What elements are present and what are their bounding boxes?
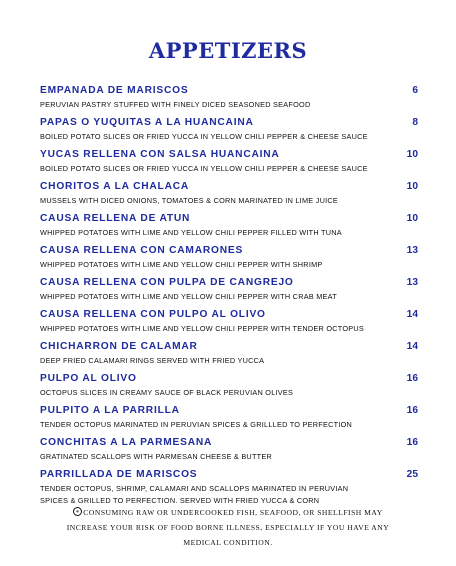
menu-item-name: CAUSA RELLENA CON CAMARONES xyxy=(40,245,244,256)
menu-item xyxy=(40,372,418,399)
menu-item xyxy=(40,116,418,143)
appetizer-menu xyxy=(40,84,418,512)
menu-item xyxy=(40,148,418,175)
food-safety-disclaimer xyxy=(60,505,396,550)
menu-item-description: OCTOPUS SLICES IN CREAMY SAUCE OF BLACK PERUVIAN OLIVES xyxy=(40,388,294,397)
menu-item-description: WHIPPED POTATOES WITH LIME AND YELLOW CHILI PEPPER WITH SHRIMP xyxy=(40,260,323,269)
menu-item-price: 8 xyxy=(412,117,418,128)
menu-item-price: 14 xyxy=(406,309,418,320)
menu-item-name: CAUSA RELLENA CON PULPO AL OLIVO xyxy=(40,309,266,320)
menu-item-price: 13 xyxy=(406,245,418,256)
menu-item xyxy=(40,404,418,431)
menu-item xyxy=(40,244,418,271)
menu-item xyxy=(40,212,418,239)
menu-item xyxy=(40,468,418,507)
menu-item-name: CAUSA RELLENA CON PULPA DE CANGREJO xyxy=(40,277,294,288)
menu-item-name: PARRILLADA DE MARISCOS xyxy=(40,469,198,480)
menu-item-description: MUSSELS WITH DICED ONIONS, TOMATOES & CORN MARINATED IN LIME JUICE xyxy=(40,196,339,205)
menu-item xyxy=(40,436,418,463)
menu-item xyxy=(40,180,418,207)
menu-item xyxy=(40,84,418,111)
menu-item-description: TENDER OCTOPUS MARINATED IN PERUVIAN SPICES & GRILLLED TO PERFECTION xyxy=(40,420,353,429)
menu-item-description: BOILED POTATO SLICES OR FRIED YUCCA IN YELLOW CHILI PEPPER & CHEESE SAUCE xyxy=(40,132,368,141)
menu-item xyxy=(40,340,418,367)
menu-item-name: PULPO AL OLIVO xyxy=(40,373,137,384)
menu-item-price: 10 xyxy=(406,213,418,224)
menu-item-name: PULPITO A LA PARRILLA xyxy=(40,405,180,416)
menu-item-description: BOILED POTATO SLICES OR FRIED YUCCA IN YELLOW CHILI PEPPER & CHEESE SAUCE xyxy=(40,164,368,173)
menu-item-name: CAUSA RELLENA DE ATUN xyxy=(40,213,191,224)
menu-item-price: 10 xyxy=(406,149,418,160)
menu-item-price: 13 xyxy=(406,277,418,288)
menu-item-name: PAPAS O YUQUITAS A LA HUANCAINA xyxy=(40,117,254,128)
disclaimer-text: CONSUMING RAW OR UNDERCOOKED FISH, SEAFOOD, OR SHELLFISH MAY INCREASE YOUR RISK OF FOOD BORNE ILLNESS, ESPECIALLY IF YOU HAVE ANY MEDICAL CONDITION. xyxy=(66,508,390,547)
menu-item-description: PERUVIAN PASTRY STUFFED WITH FINELY DICED SEASONED SEAFOOD xyxy=(40,100,311,109)
menu-item-name: CHICHARRON DE CALAMAR xyxy=(40,341,198,352)
menu-item xyxy=(40,308,418,335)
menu-item-description: GRATINATED SCALLOPS WITH PARMESAN CHEESE & BUTTER xyxy=(40,452,273,461)
menu-item-description: WHIPPED POTATOES WITH LIME AND YELLOW CHILI PEPPER WITH TENDER OCTOPUS xyxy=(40,324,365,333)
menu-item-price: 6 xyxy=(412,85,418,96)
asterisk-icon: * xyxy=(73,507,82,516)
menu-item-description: WHIPPED POTATOES WITH LIME AND YELLOW CHILI PEPPER FILLED WITH TUNA xyxy=(40,228,342,237)
menu-item-description: WHIPPED POTATOES WITH LIME AND YELLOW CHILI PEPPER WITH CRAB MEAT xyxy=(40,292,337,301)
menu-item-name: YUCAS RELLENA CON SALSA HUANCAINA xyxy=(40,149,280,160)
menu-item-description: TENDER OCTOPUS, SHRIMP, CALAMARI AND SCALLOPS MARINATED IN PERUVIAN SPICES & GRILLED TO PERFECTION. SERVED WITH FRIED YUCCA & CORN xyxy=(40,484,349,505)
page-title: APPETIZERS xyxy=(148,38,308,63)
menu-item-price: 16 xyxy=(406,437,418,448)
menu-item-price: 14 xyxy=(406,341,418,352)
menu-item-price: 16 xyxy=(406,405,418,416)
menu-item-price: 16 xyxy=(406,373,418,384)
menu-item-price: 25 xyxy=(406,469,418,480)
menu-item-description: DEEP FRIED CALAMARI RINGS SERVED WITH FRIED YUCCA xyxy=(40,356,265,365)
menu-item-name: CHORITOS A LA CHALACA xyxy=(40,181,190,192)
menu-item-price: 10 xyxy=(406,181,418,192)
menu-item-name: CONCHITAS A LA PARMESANA xyxy=(40,437,213,448)
menu-item-name: EMPANADA DE MARISCOS xyxy=(40,85,189,96)
menu-item xyxy=(40,276,418,303)
